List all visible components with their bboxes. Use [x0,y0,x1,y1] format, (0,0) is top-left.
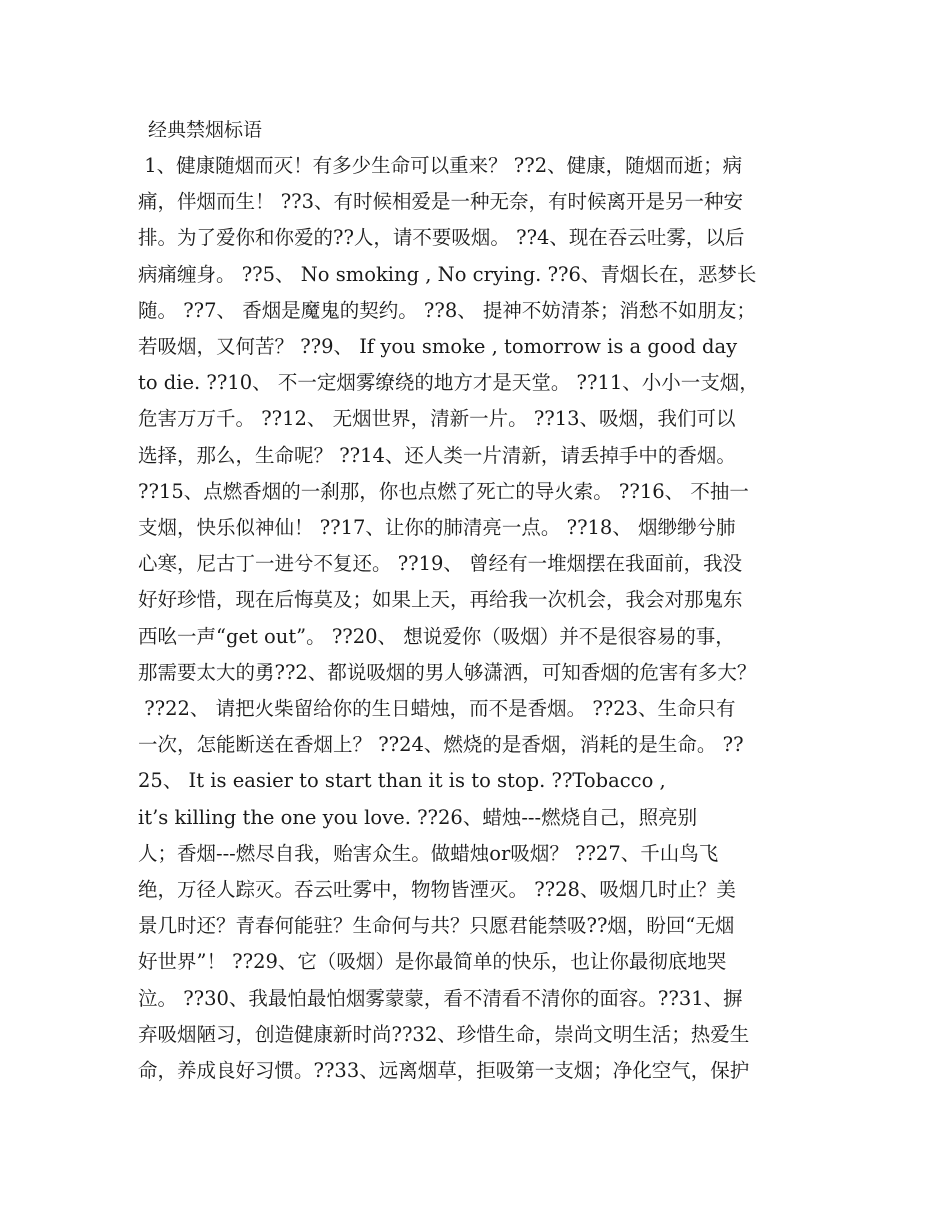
text-line: 随。 ??7、 香烟是魔鬼的契约。 ??8、 提神不妨清茶；消愁不如朋友； [138,298,756,322]
text-line: 1、健康随烟而灭！有多少生命可以重来？ ??2、健康，随烟而逝；病 [138,154,743,177]
text-line: 泣。 ??30、我最怕最怕烟雾蒙蒙，看不清看不清你的面容。??31、摒 [138,986,743,1010]
text-line: ??22、 请把火柴留给你的生日蜡烛，而不是香烟。 ??23、生命只有 [138,697,736,721]
document-title: 经典禁烟标语 [148,119,263,141]
text-line: 若吸烟，又何苦？ ??9、 If you smoke , tomorrow is a good day [138,335,738,359]
text-line: 25、 It is easier to start than it is to stop. ??Tobacco , [138,769,666,793]
text-line: 景几时还？青春何能驻？生命何与共？只愿君能禁吸??烟，盼回“无烟 [138,914,735,938]
text-line: 好世界”！ ??29、它（吸烟）是你最简单的快乐，也让你最彻底地哭 [138,950,727,974]
text-line: 排。为了爱你和你爱的??人，请不要吸烟。 ??4、现在吞云吐雾，以后 [138,226,745,250]
text-line: 心寒，尼古丁一进兮不复还。 ??19、 曾经有一堆烟摆在我面前，我没 [138,552,743,576]
text-line: 人；香烟---燃尽自我，贻害众生。做蜡烛or吸烟？ ??27、千山鸟飞 [138,841,719,865]
text-line: it’s killing the one you love. ??26、蜡烛---燃烧自己，照亮别 [138,805,698,829]
document-page [138,112,818,1089]
text-line: 好好珍惜，现在后悔莫及；如果上天，再给我一次机会，我会对那鬼东 [138,588,743,612]
text-line: ??15、点燃香烟的一刹那，你也点燃了死亡的导火索。 ??16、 不抽一 [138,479,749,503]
text-line: 那需要太大的勇??2、都说吸烟的男人够潇洒，可知香烟的危害有多大？ [138,660,757,684]
text-line: to die. ??10、 不一定烟雾缭绕的地方才是天堂。 ??11、小小一支烟， [138,371,759,395]
text-line: 西吆一声“get out”。 ??20、 想说爱你（吸烟）并不是很容易的事， [138,624,735,648]
text-line: 支烟，快乐似神仙！ ??17、让你的肺清亮一点。 ??18、 烟缈缈兮肺 [138,516,736,540]
text-line: 弃吸烟陋习，创造健康新时尚??32、珍惜生命，崇尚文明生活；热爱生 [138,1022,750,1046]
text-line: 选择，那么，生命呢？ ??14、还人类一片清新，请丢掉手中的香烟。 [138,443,736,467]
text-line: 绝，万径人踪灭。吞云吐雾中，物物皆湮灭。 ??28、吸烟几时止？美 [138,878,736,902]
text-line: 病痛缠身。 ??5、 No smoking , No crying. ??6、青烟长在，恶梦长 [138,262,757,286]
document-body [138,148,818,1089]
text-line: 一次，怎能断送在香烟上？ ??24、燃烧的是香烟，消耗的是生命。 ?? [138,733,744,757]
text-line: 痛，伴烟而生！ ??3、有时候相爱是一种无奈，有时候离开是另一种安 [138,190,744,214]
text-line: 危害万万千。 ??12、 无烟世界，清新一片。 ??13、吸烟，我们可以 [138,407,736,431]
text-line: 命，养成良好习惯。??33、远离烟草，拒吸第一支烟；净化空气，保护 [138,1059,750,1083]
